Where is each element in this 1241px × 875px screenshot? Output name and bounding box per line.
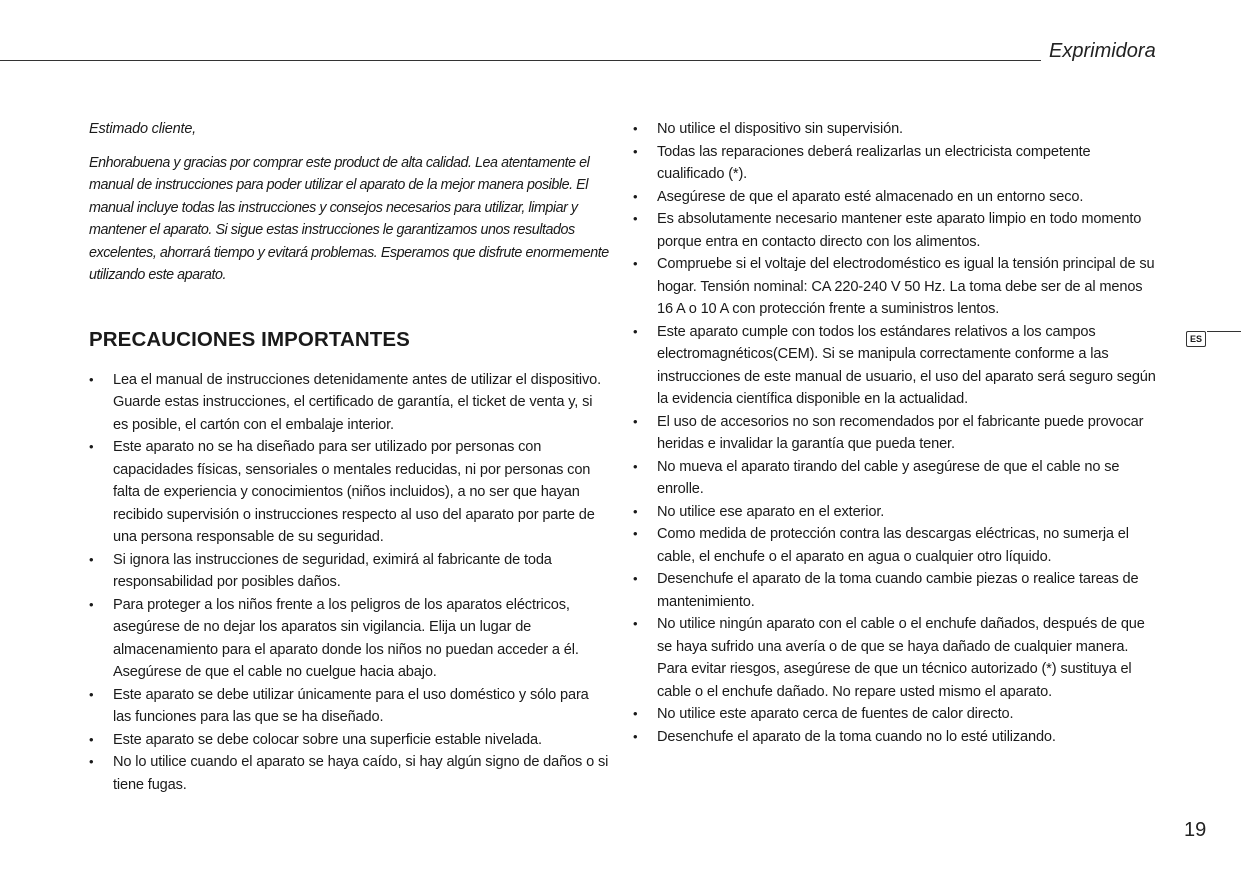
page-number: 19 <box>1184 819 1207 841</box>
list-item: • Como medida de protección contra las descargas eléctricas, no sumerja el cable, el enchufe o el aparato en agua o cualquier otro líquido. <box>633 523 1158 568</box>
right-column <box>633 118 1158 748</box>
left-column <box>89 118 609 796</box>
header-rule <box>0 60 1041 61</box>
list-item: • Este aparato se debe colocar sobre una superficie estable nivelada. <box>89 729 609 752</box>
list-item: • Es absolutamente necesario mantener este aparato limpio en todo momento porque entra en contacto directo con los alimentos. <box>633 208 1158 253</box>
list-item: • No utilice este aparato cerca de fuentes de calor directo. <box>633 703 1158 726</box>
intro-paragraph: Enhorabuena y gracias por comprar este product de alta calidad. Lea atentamente el manual de instrucciones para poder utilizar el aparato de la mejor manera posible. El manual incluye todas las instrucciones y consejos necesarios para utilizar, limpiar y mantener el aparato. Si sigue estas instrucciones le garantizamos unos resultados excelentes, ahorrará tiempo y evitará problemas. Esperamos que disfrute enormemente utilizando este aparato. <box>89 154 609 283</box>
precautions-list-right <box>633 118 1158 748</box>
list-item: • No utilice el dispositivo sin supervisión. <box>633 118 1158 141</box>
precautions-list-left <box>89 369 609 797</box>
list-item: • Este aparato se debe utilizar únicamente para el uso doméstico y sólo para las funciones para las que se ha diseñado. <box>89 684 609 729</box>
list-item: • No utilice ningún aparato con el cable o el enchufe dañados, después de que se haya sufrido una avería o de que se haya dañado de cualquier manera. Para evitar riesgos, asegúrese de que un técnico autorizado (*) sustituya el cable o el enchufe dañado. No repare usted mismo el aparato. <box>633 613 1158 703</box>
list-item: • Asegúrese de que el aparato esté almacenado en un entorno seco. <box>633 186 1158 209</box>
list-item: • Este aparato cumple con todos los estándares relativos a los campos electromagnéticos(CEM). Si se manipula correctamente conforme a las instrucciones de este manual de usuario, el uso del aparato será seguro según la evidencia científica disponible en la actualidad. <box>633 321 1158 411</box>
language-tab-rule <box>1207 331 1241 332</box>
list-item: • Si ignora las instrucciones de seguridad, eximirá al fabricante de toda responsabilidad por posibles daños. <box>89 549 609 594</box>
list-item: • Todas las reparaciones deberá realizarlas un electricista competente cualificado (*). <box>633 141 1158 186</box>
page-header-title: Exprimidora <box>1049 40 1156 62</box>
list-item: • No mueva el aparato tirando del cable y asegúrese de que el cable no se enrolle. <box>633 456 1158 501</box>
list-item: • Compruebe si el voltaje del electrodoméstico es igual la tensión principal de su hogar. Tensión nominal: CA 220-240 V 50 Hz. La toma debe ser de al menos 16 A o 10 A con protección frente a suministros lentos. <box>633 253 1158 321</box>
greeting: Estimado cliente, <box>89 121 197 137</box>
list-item: • El uso de accesorios no son recomendados por el fabricante puede provocar heridas e invalidar la garantía que pueda tener. <box>633 411 1158 456</box>
list-item: • Lea el manual de instrucciones detenidamente antes de utilizar el dispositivo. Guarde estas instrucciones, el certificado de garantía, el ticket de venta y, si es posible, el cartón con el embalaje interior. <box>89 369 609 437</box>
list-item: • Desenchufe el aparato de la toma cuando no lo esté utilizando. <box>633 726 1158 749</box>
section-heading: PRECAUCIONES IMPORTANTES <box>89 327 410 351</box>
list-item: • Este aparato no se ha diseñado para ser utilizado por personas con capacidades físicas, sensoriales o mentales reducidas, ni por personas con falta de experiencia y conocimientos (niños incluidos), a no ser que hayan recibido supervisión o instrucciones respecto al uso del aparato por parte de una persona responsable de su seguridad. <box>89 436 609 549</box>
language-tab: ES <box>1186 331 1206 347</box>
list-item: • No utilice ese aparato en el exterior. <box>633 501 1158 524</box>
list-item: • Desenchufe el aparato de la toma cuando cambie piezas o realice tareas de mantenimiento. <box>633 568 1158 613</box>
list-item: • Para proteger a los niños frente a los peligros de los aparatos eléctricos, asegúrese de no dejar los aparatos sin vigilancia. Elija un lugar de almacenamiento para el aparato donde los niños no puedan acceder a él. Asegúrese de que el cable no cuelgue hacia abajo. <box>89 594 609 684</box>
list-item: • No lo utilice cuando el aparato se haya caído, si hay algún signo de daños o si tiene fugas. <box>89 751 609 796</box>
